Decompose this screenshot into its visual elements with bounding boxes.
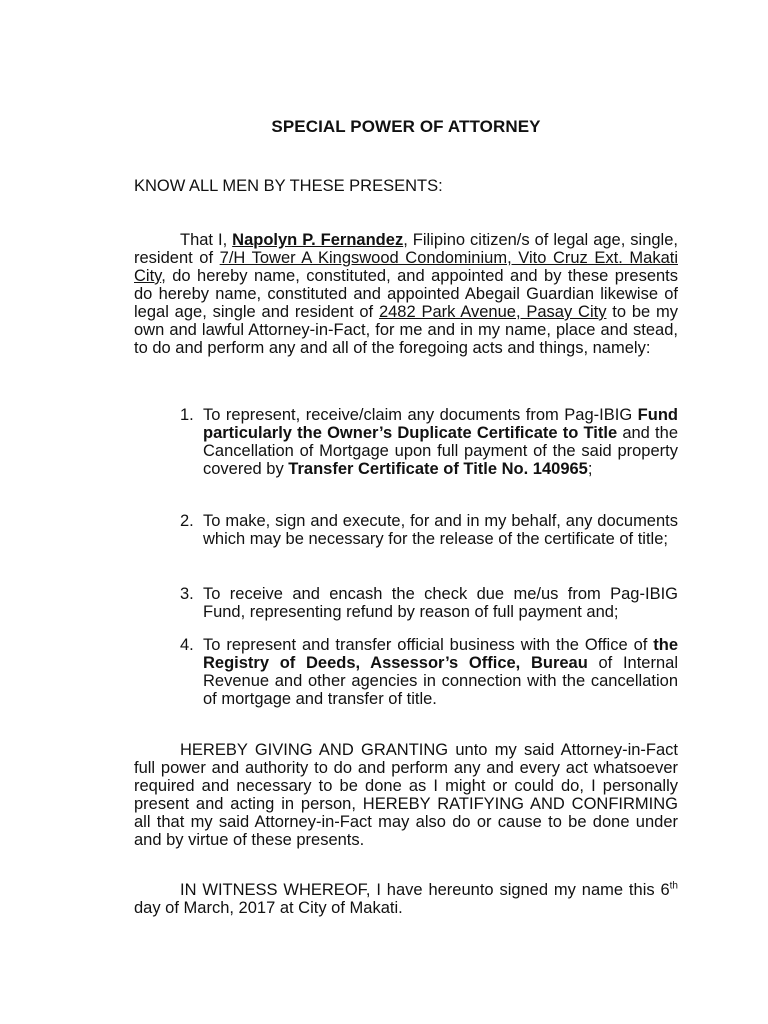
list-item bbox=[180, 406, 678, 478]
list-item bbox=[180, 585, 678, 621]
list-item-number: 4. bbox=[180, 636, 194, 654]
item-1-text-1: To represent, receive/claim any documents from Pag-IBIG bbox=[203, 406, 638, 424]
greeting-line: KNOW ALL MEN BY THESE PRESENTS: bbox=[134, 177, 443, 195]
intro-text-4: to be my own and lawful Attorney-in-Fact, for me and in my name, place and stead, to do and perform any and all of the foregoing acts and things, namely: bbox=[134, 303, 678, 357]
list-item-text: To receive and encash the check due me/us from Pag-IBIG Fund, representing refund by reason of full payment and; bbox=[203, 585, 678, 621]
witness-text-1: IN WITNESS WHEREOF, I have hereunto signed my name this 6 bbox=[180, 881, 670, 899]
list-item-number: 2. bbox=[180, 512, 194, 530]
list-item bbox=[180, 636, 678, 708]
list-item bbox=[180, 512, 678, 548]
attorney-address: 2482 Park Avenue, Pasay City bbox=[378, 303, 607, 321]
intro-text-2: , Filipino citizen/s of legal age, single, resident of bbox=[134, 231, 678, 267]
intro-text-1: That I, bbox=[180, 231, 233, 249]
list-item-text: To make, sign and execute, for and in my behalf, any documents which may be necessary for the release of the certificate of title; bbox=[203, 512, 678, 548]
list-item-text bbox=[203, 406, 678, 478]
witness-day-suffix: th bbox=[669, 880, 678, 892]
document-title: SPECIAL POWER OF ATTORNEY bbox=[271, 117, 541, 136]
item-1-text-3: ; bbox=[587, 460, 593, 478]
item-1-text-2: and the Cancellation of Mortgage upon full payment of the said property covered by bbox=[203, 424, 678, 478]
witness-text-2: day of March, 2017 at City of Makati. bbox=[134, 899, 403, 917]
item-1-bold-2: Transfer Certificate of Title No. 140965 bbox=[288, 460, 588, 478]
item-4-bold-1: the Registry of Deeds, Assessor’s Office, Bureau bbox=[203, 636, 678, 672]
list-item-number: 3. bbox=[180, 585, 194, 603]
item-4-text-1: To represent and transfer official business with the Office of bbox=[203, 636, 654, 654]
item-4-text-2: of Internal Revenue and other agencies in connection with the cancellation of mortgage and transfer of title. bbox=[203, 654, 678, 708]
principal-name: Napolyn P. Fernandez bbox=[232, 231, 404, 249]
witness-paragraph bbox=[134, 881, 678, 917]
intro-paragraph bbox=[134, 231, 678, 357]
granting-paragraph: HEREBY GIVING AND GRANTING unto my said Attorney-in-Fact full power and authority to do and perform any and every act whatsoever required and necessary to be done as I might or could do, I personally present and acting in person, HEREBY RATIFYING AND CONFIRMING all that my said Attorney-in-Fact may also do or cause to be done under and by virtue of these presents. bbox=[134, 741, 678, 849]
list-item-number: 1. bbox=[180, 406, 194, 424]
intro-text-3: , do hereby name, constituted, and appointed and by these presents do hereby name, constituted and appointed Abegail Guardian likewise of legal age, single and resident of bbox=[134, 267, 678, 321]
item-1-bold-1: Fund particularly the Owner’s Duplicate Certificate to Title bbox=[203, 406, 678, 442]
principal-address: 7/H Tower A Kingswood Condominium, Vito Cruz Ext. Makati City bbox=[134, 249, 678, 285]
list-item-text bbox=[203, 636, 678, 708]
